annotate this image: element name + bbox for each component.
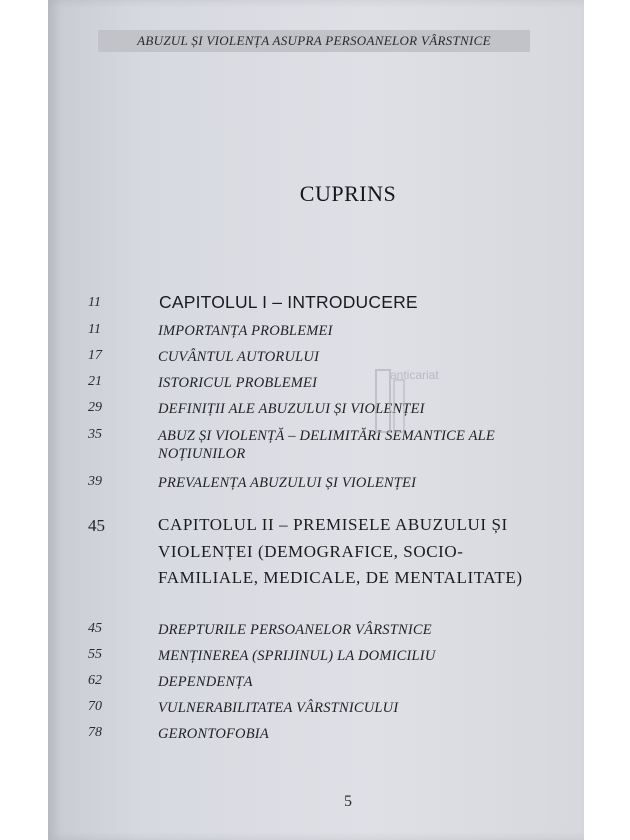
toc-page-number: 78	[88, 725, 102, 740]
toc-page-number: 11	[88, 295, 101, 310]
toc-page-number: 39	[88, 474, 102, 489]
toc-entry-label: PREVALENȚA ABUZULUI ȘI VIOLENȚEI	[158, 475, 417, 491]
watermark-logo	[374, 366, 494, 436]
toc-entry-label: VULNERABILITATEA VÂRSTNICULUI	[158, 700, 399, 716]
toc-entry-label: IMPORTANȚA PROBLEMEI	[158, 323, 333, 339]
watermark-text: anticariat	[390, 368, 439, 382]
book-page	[48, 0, 584, 840]
toc-entry-label: DEFINIȚII ALE ABUZULUI ȘI VIOLENȚEI	[158, 401, 425, 417]
toc-page-number: 45	[88, 516, 105, 535]
toc-page-number: 11	[88, 322, 101, 337]
toc-title: CUPRINS	[299, 181, 397, 206]
toc-entry-label: GERONTOFOBIA	[158, 726, 269, 742]
toc-page-number: 21	[88, 374, 102, 389]
toc-page-number: 70	[88, 699, 102, 714]
toc-entry-label: ABUZ ȘI VIOLENȚĂ – DELIMITĂRI SEMANTICE ALE NOȚIUNILOR	[158, 428, 495, 462]
toc-chapter-label: CAPITOLUL II – PREMISELE ABUZULUI ȘI VIOLENȚEI (DEMOGRAFICE, SOCIO-FAMILIALE, MEDICALE, DE MENTALITATE)	[158, 515, 523, 587]
toc-page-number: 17	[88, 348, 102, 363]
toc-entry-label: DREPTURILE PERSOANELOR VÂRSTNICE	[158, 622, 432, 638]
toc-chapter-label: CAPITOLUL I – INTRODUCERE	[159, 292, 418, 312]
toc-entry-label: CUVÂNTUL AUTORULUI	[158, 349, 320, 365]
page-number: 5	[344, 793, 352, 810]
toc-entry-label: DEPENDENȚA	[158, 674, 253, 690]
running-header: ABUZUL ȘI VIOLENȚA ASUPRA PERSOANELOR VÂRSTNICE	[98, 30, 530, 52]
toc-page-number: 55	[88, 647, 102, 662]
toc-page-number: 35	[88, 427, 102, 442]
toc-entry-label: MENȚINEREA (SPRIJINUL) LA DOMICILIU	[158, 648, 436, 664]
toc-entry-label: ISTORICUL PROBLEMEI	[158, 375, 318, 391]
toc-page-number: 62	[88, 673, 102, 688]
toc-page-number: 45	[88, 621, 102, 636]
toc-page-number: 29	[88, 400, 102, 415]
